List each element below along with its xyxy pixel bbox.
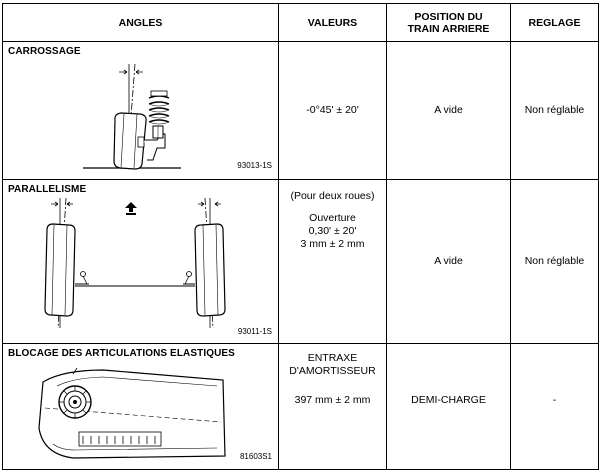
figure-ref-blocage: 81603S1 bbox=[239, 452, 272, 461]
value-line2-blocage: D'AMORTISSEUR bbox=[289, 365, 376, 377]
value-note-parallelisme: (Pour deux roues) bbox=[290, 190, 375, 202]
header-valeurs: VALEURS bbox=[279, 4, 387, 42]
position-cell-parallelisme: A vide bbox=[387, 180, 511, 344]
header-position-line1: POSITION DU bbox=[414, 10, 483, 23]
header-position-line2: TRAIN ARRIERE bbox=[407, 22, 490, 35]
value-line1-blocage: ENTRAXE bbox=[307, 352, 358, 364]
header-angles: ANGLES bbox=[3, 4, 279, 42]
value-cell-parallelisme bbox=[279, 180, 387, 344]
figure-ref-carrossage: 93013-1S bbox=[237, 161, 272, 170]
toe-diagram bbox=[3, 180, 277, 344]
value-cell-blocage bbox=[279, 344, 387, 470]
angle-title-blocage: BLOCAGE DES ARTICULATIONS ELASTIQUES bbox=[8, 348, 235, 359]
header-row bbox=[3, 4, 599, 42]
table-row-parallelisme bbox=[3, 180, 599, 344]
angle-cell-blocage bbox=[3, 344, 279, 470]
value-cell-carrossage: -0°45' ± 20' bbox=[279, 42, 387, 180]
angle-title-parallelisme: PARALLELISME bbox=[8, 184, 87, 195]
angle-cell-parallelisme bbox=[3, 180, 279, 344]
value-line3-parallelisme: 3 mm ± 2 mm bbox=[300, 238, 365, 250]
angle-title-carrossage: CARROSSAGE bbox=[8, 46, 81, 57]
header-position bbox=[387, 4, 511, 42]
alignment-spec-table bbox=[2, 3, 599, 470]
header-reglage: REGLAGE bbox=[511, 4, 599, 42]
value-line3-blocage: 397 mm ± 2 mm bbox=[294, 394, 371, 406]
joint-lock-diagram bbox=[3, 344, 277, 470]
reglage-cell-carrossage: Non réglable bbox=[511, 42, 599, 180]
position-cell-blocage: DEMI-CHARGE bbox=[387, 344, 511, 470]
figure-ref-parallelisme: 93011-1S bbox=[237, 327, 272, 336]
angle-cell-carrossage bbox=[3, 42, 279, 180]
position-cell-carrossage: A vide bbox=[387, 42, 511, 180]
table-row-blocage bbox=[3, 344, 599, 470]
camber-diagram bbox=[3, 42, 277, 180]
value-line1-parallelisme: Ouverture bbox=[309, 212, 356, 224]
table-row-carrossage bbox=[3, 42, 599, 180]
value-line2-parallelisme: 0,30' ± 20' bbox=[308, 225, 357, 237]
reglage-cell-parallelisme: Non réglable bbox=[511, 180, 599, 344]
reglage-cell-blocage: - bbox=[511, 344, 599, 470]
